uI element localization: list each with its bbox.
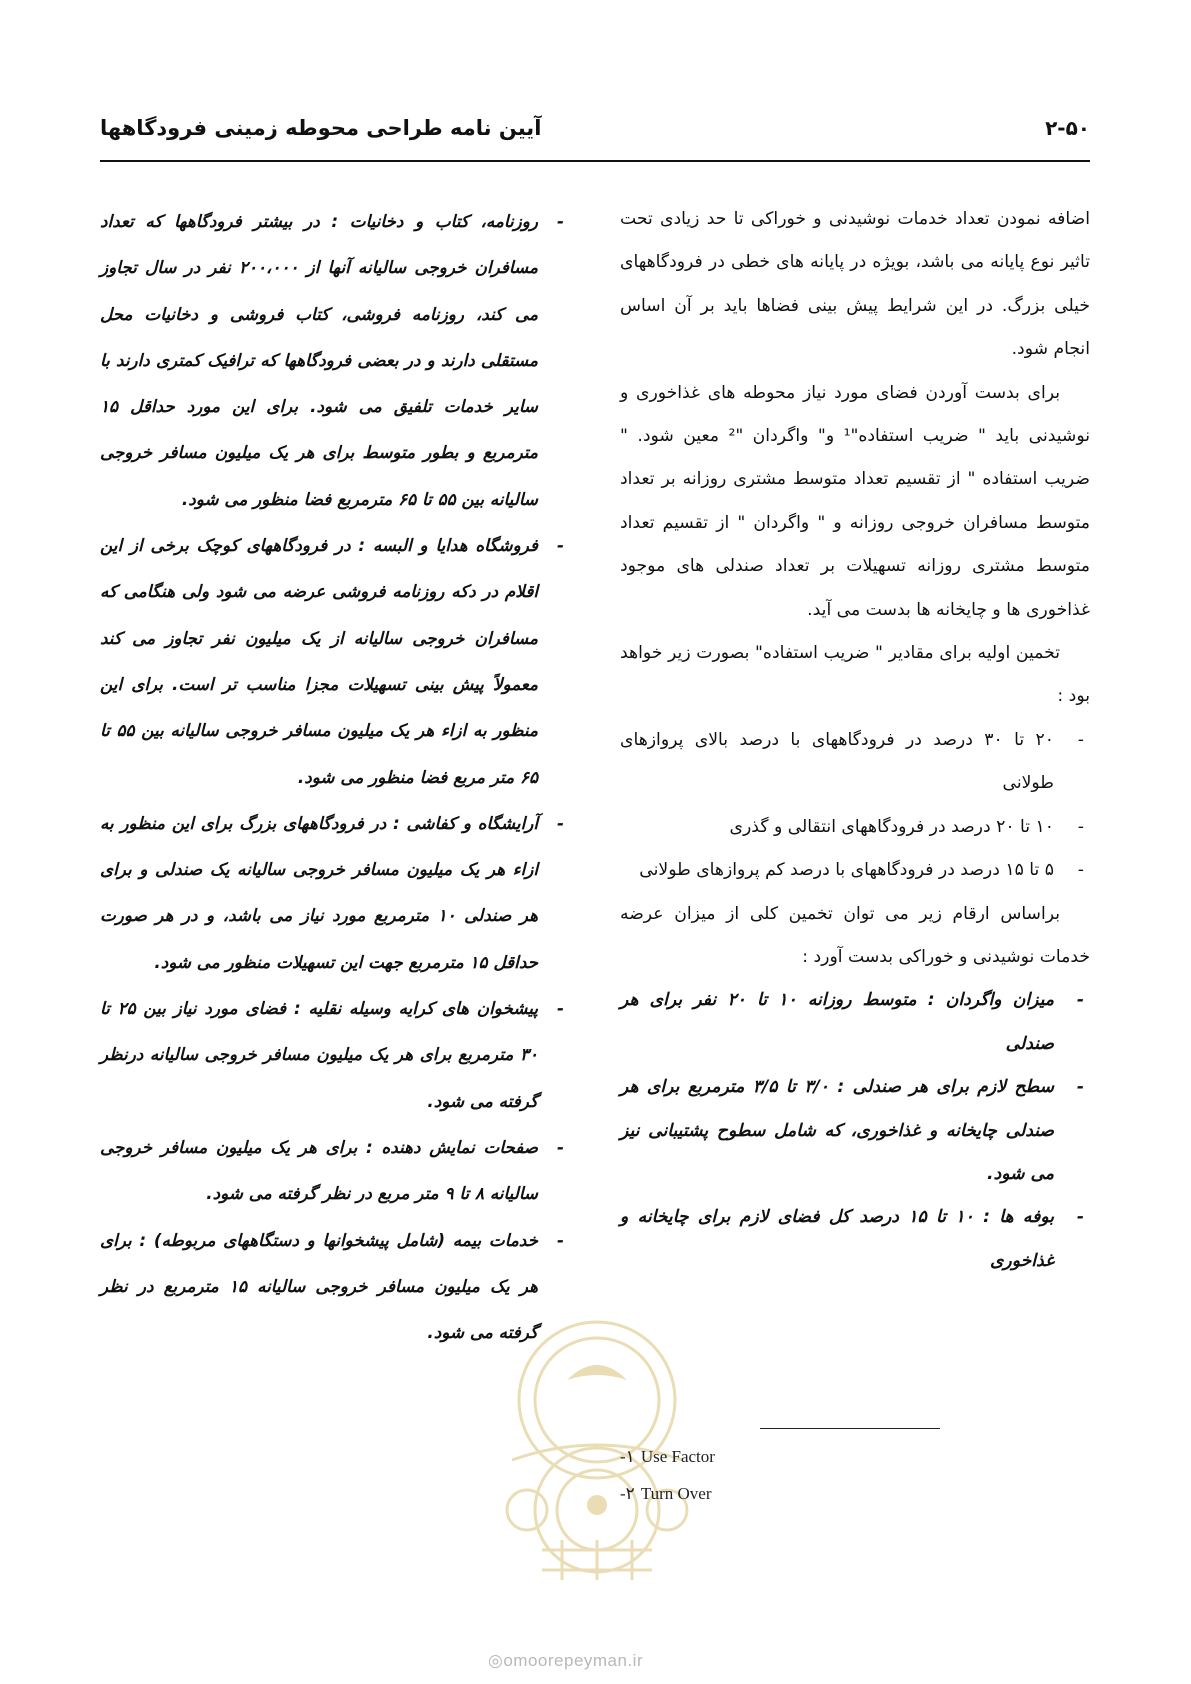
list-item: - خدمات بیمه (شامل پیشخوانها و دستگاههای مربوطه) : برای هر یک میلیون مسافر خروجی سالیانه ۱۵ مترمربع در نظر گرفته می شود. (100, 1229, 564, 1343)
list-item: - ۲۰ تا ۳۰ درصد در فرودگاههای با درصد بالای پروازهای طولانی (620, 729, 1084, 794)
page-number: ۲-۵۰ (1045, 116, 1090, 140)
list-item: - پیشخوان های کرایه وسیله نقلیه : فضای مورد نیاز بین ۲۵ تا ۳۰ مترمربع برای هر یک میلیون مسافر خروجی سالیانه درنظر گرفته می شود. (100, 998, 564, 1111)
estimate-list (620, 979, 1090, 1283)
use-factor-list (620, 719, 1090, 893)
globe-icon: ◎ (488, 1651, 504, 1670)
list-item: - ۵ تا ۱۵ درصد در فرودگاههای با درصد کم پروازهای طولانی (639, 860, 1084, 881)
left-column (100, 198, 570, 1355)
footnote-divider (760, 1428, 940, 1429)
list-item: - ۱۰ تا ۲۰ درصد در فرودگاههای انتقالی و گذری (729, 816, 1084, 837)
list-item: - بوفه ها : ۱۰ تا ۱۵ درصد کل فضای لازم برای چایخانه و غذاخوری (620, 1207, 1084, 1271)
list-item: - میزان واگردان : متوسط روزانه ۱۰ تا ۲۰ نفر برای هر صندلی (620, 990, 1084, 1054)
site-watermark: ◎omoorepeyman.ir (488, 1651, 644, 1670)
footnote-item: ۱- Use Factor (620, 1447, 715, 1466)
list-item: - روزنامه، کتاب و دخانیات : در بیشتر فرودگاهها که تعداد مسافران خروجی سالیانه آنها از ۲۰۰،۰۰۰ نفر در سال تجاوز می کند، روزنامه فروشی، کتاب فروشی و دخانیات محل مستقلی دارند و در بعضی فرودگاهها که ترافیک کمتری دارند با سایر خدمات تلفیق می شود. برای این مورد حداقل ۱۵ مترمربع و بطور متوسط برای هر یک میلیون مسافر خروجی سالیانه بین ۵۵ تا ۶۵ مترمربع فضا منظور می شود. (100, 211, 564, 509)
paragraph: براساس ارقام زیر می توان تخمین کلی از میزان عرضه خدمات نوشیدنی و خوراکی بدست آورد : (620, 903, 1090, 967)
paragraph: تخمین اولیه برای مقادیر " ضریب استفاده" بصورت زیر خواهد بود : (620, 643, 1090, 707)
list-item: - سطح لازم برای هر صندلی : ۳/۰ تا ۳/۵ مترمربع برای هر صندلی چایخانه و غذاخوری، که شامل سطوح پشتیبانی نیز می شود. (620, 1077, 1084, 1184)
list-item: - آرایشگاه و کفاشی : در فرودگاههای بزرگ برای این منظور به ازاء هر یک میلیون مسافر خروجی سالیانه یک صندلی و برای هر صندلی ۱۰ مترمربع مورد نیاز می باشد، و در هر صورت حداقل ۱۵ مترمربع جهت این تسهیلات منظور می شود. (100, 812, 564, 972)
paragraph: برای بدست آوردن فضای مورد نیاز محوطه های غذاخوری و نوشیدنی باید " ضریب استفاده"¹ و" واگردان "² معین شود. " ضریب استفاده " از تقسیم تعداد متوسط مشتری روزانه بر تعداد متوسط مسافران خروجی روزانه و " واگردان " از تقسیم تعداد متوسط مشتری روزانه تسهیلات بر تعداد صندلی های موجود غذاخوری ها و چایخانه ها بدست می آید. (620, 382, 1090, 620)
page-header (100, 110, 1090, 162)
facilities-list (100, 198, 570, 1355)
right-column (620, 198, 1090, 1283)
document-title: آیین نامه طراحی محوطه زمینی فرودگاهها (100, 116, 542, 140)
footnotes (620, 1438, 920, 1512)
list-item: - صفحات نمایش دهنده : برای هر یک میلیون مسافر خروجی سالیانه ۸ تا ۹ متر مربع در نظر گرفته می شود. (100, 1136, 564, 1204)
paragraph: اضافه نمودن تعداد خدمات نوشیدنی و خوراکی تا حد زیادی تحت تاثیر نوع پایانه می باشد، بویژه در پایانه های خطی در فرودگاههای خیلی بزرگ. در این شرایط پیش بینی فضاها باید بر آن اساس انجام شود. (620, 209, 1090, 360)
footnote-item: ۲- Turn Over (620, 1484, 712, 1503)
list-item: - فروشگاه هدایا و البسه : در فرودگاههای کوچک برخی از این اقلام در دکه روزنامه فروشی عرضه می شود ولی هنگامی که مسافران خروجی سالیانه از یک میلیون نفر تجاوز می کند معمولاً پیش بینی تسهیلات مجزا مناسب تر است. برای این منظور به ازاء هر یک میلیون مسافر خروجی سالیانه بین ۵۵ تا ۶۵ متر مربع فضا منظور می شود. (100, 535, 564, 787)
